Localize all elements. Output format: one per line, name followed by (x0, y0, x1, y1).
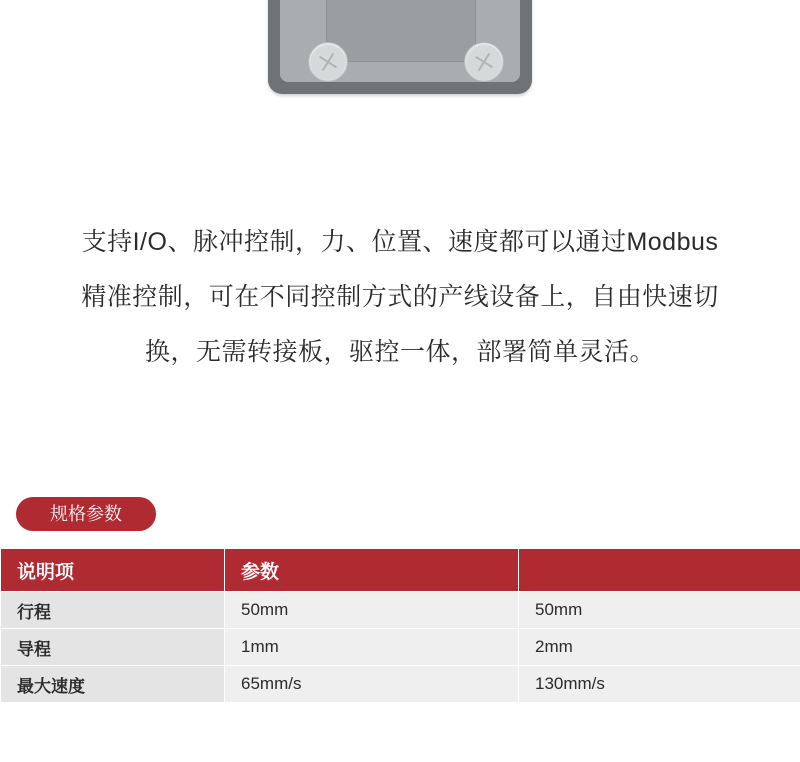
table-header-cell-0: 说明项 (1, 549, 225, 592)
device-faceplate (280, 0, 520, 82)
table-cell-value-2: 2mm (519, 629, 800, 666)
spec-table (0, 548, 800, 703)
table-cell-value-1: 1mm (225, 629, 519, 666)
table-cell-value-1: 65mm/s (225, 666, 519, 703)
table-cell-value-2: 50mm (519, 592, 800, 629)
device-body (268, 0, 532, 94)
product-description: 支持I/O、脉冲控制，力、位置、速度都可以通过Modbus精准控制，可在不同控制方式的产线设备上，自由快速切换，无需转接板，驱控一体，部署简单灵活。 (81, 228, 719, 366)
table-row (1, 592, 800, 629)
spec-section-header (0, 497, 800, 531)
table-cell-label: 最大速度 (1, 666, 225, 703)
table-row (1, 629, 800, 666)
table-cell-label: 行程 (1, 592, 225, 629)
screw-icon (464, 42, 504, 82)
table-header-cell-1: 参数 (225, 549, 519, 592)
table-header-row (1, 549, 800, 592)
table-header-cell-2 (519, 549, 800, 592)
table-cell-label: 导程 (1, 629, 225, 666)
spec-section-title: 规格参数 (16, 497, 156, 531)
table-cell-value-1: 50mm (225, 592, 519, 629)
table-row (1, 666, 800, 703)
table-cell-value-2: 130mm/s (519, 666, 800, 703)
screw-icon (308, 42, 348, 82)
device-center-plate (326, 0, 476, 62)
product-image (0, 0, 800, 120)
